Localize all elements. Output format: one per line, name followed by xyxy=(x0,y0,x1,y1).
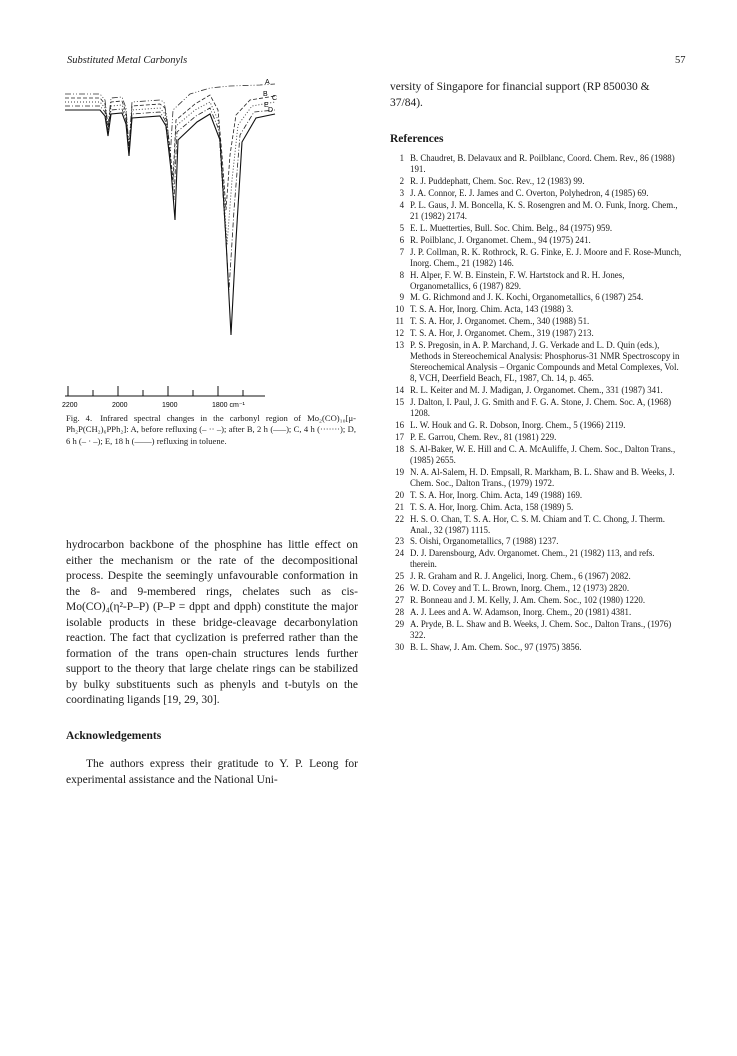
spectrum-curve-d xyxy=(65,106,275,290)
reference-item xyxy=(390,444,682,466)
reference-text: A. Pryde, B. L. Shaw and B. Weeks, J. Chem. Soc., Dalton Trans., (1976) 322. xyxy=(410,619,672,641)
ir-spectrum-figure xyxy=(60,70,352,410)
reference-item xyxy=(390,270,682,292)
reference-text: P. E. Garrou, Chem. Rev., 81 (1981) 229. xyxy=(410,431,557,442)
reference-number: 25 xyxy=(395,571,404,582)
references-list xyxy=(390,153,682,653)
reference-item xyxy=(390,223,682,234)
figure-caption-text: Infrared spectral changes in the carbonyl region of Mo₂(CO)₁₀[μ-Ph₂P(CH₂)₆PPh₂]: A, before refluxing (– ·· –); after B, 2 h (–––); C, 4 h (·······); D, 6 h (– · –); E, 18 h (——) refluxing in toluene. xyxy=(66,413,356,446)
reference-item xyxy=(390,328,682,339)
right-column xyxy=(390,80,682,654)
curve-label-c: C xyxy=(272,95,278,102)
curve-label-a: A xyxy=(265,79,270,86)
reference-item xyxy=(390,514,682,536)
reference-text: T. S. A. Hor, J. Organomet. Chem., 340 (1988) 51. xyxy=(410,316,590,327)
x-axis-ticks xyxy=(68,386,243,396)
reference-number: 22 xyxy=(395,513,404,524)
reference-number: 6 xyxy=(399,234,404,245)
reference-item xyxy=(390,316,682,327)
reference-number: 5 xyxy=(399,222,404,233)
reference-item xyxy=(390,188,682,199)
reference-number: 16 xyxy=(395,419,404,430)
reference-text: W. D. Covey and T. L. Brown, Inorg. Chem., 12 (1973) 2820. xyxy=(410,583,630,594)
reference-item xyxy=(390,619,682,641)
page-number: 57 xyxy=(675,55,686,66)
reference-item xyxy=(390,432,682,443)
acknowledgements-text: The authors express their gratitude to Y. P. Leong for experimental assistance and the National Uni- xyxy=(66,758,358,786)
reference-item xyxy=(390,153,682,175)
left-column xyxy=(66,538,358,788)
running-title: Substituted Metal Carbonyls xyxy=(67,55,188,66)
reference-item xyxy=(390,607,682,618)
reference-item xyxy=(390,583,682,594)
reference-text: P. S. Pregosin, in A. P. Marchand, J. G. Verkade and L. D. Quin (eds.), Methods in Stereochemical Analysis: Phosphorus-31 NMR Spectroscopy in Stereochemical Analysis – Organic Compounds and Metal Complexes, Vol. 8, VCH, Deerfield Beach, FL, 1987, Ch. 14, p. 465. xyxy=(410,340,680,384)
acknowledgements-heading: Acknowledgements xyxy=(66,729,162,742)
reference-text: P. L. Gaus, J. M. Boncella, K. S. Rosengren and M. O. Funk, Inorg. Chem., 21 (1982) 2174. xyxy=(410,199,678,221)
reference-text: H. Alper, F. W. B. Einstein, F. W. Hartstock and R. H. Jones, Organometallics, 6 (1987) 829. xyxy=(410,269,625,291)
reference-item xyxy=(390,536,682,547)
reference-number: 14 xyxy=(395,385,404,396)
reference-text: N. A. Al-Salem, H. D. Empsall, R. Markham, B. L. Shaw and B. Weeks, J. Chem. Soc., Dalton Trans., (1979) 1972. xyxy=(410,466,675,488)
reference-number: 24 xyxy=(395,548,404,559)
reference-number: 27 xyxy=(395,595,404,606)
reference-item xyxy=(390,176,682,187)
reference-item xyxy=(390,340,682,384)
figure-caption-label: Fig. 4. xyxy=(66,413,93,423)
reference-item xyxy=(390,420,682,431)
x-tick-1800: 1800 cm⁻¹ xyxy=(212,402,245,409)
reference-text: M. G. Richmond and J. K. Kochi, Organometallics, 6 (1987) 254. xyxy=(410,292,644,303)
reference-text: D. J. Darensbourg, Adv. Organomet. Chem., 21 (1982) 113, and refs. therein. xyxy=(410,548,655,570)
reference-number: 10 xyxy=(395,304,404,315)
reference-item xyxy=(390,397,682,419)
reference-number: 19 xyxy=(395,466,404,477)
reference-text: T. S. A. Hor, Inorg. Chim. Acta, 143 (1988) 3. xyxy=(410,304,574,315)
reference-text: R. L. Keiter and M. J. Madigan, J. Organomet. Chem., 331 (1987) 341. xyxy=(410,385,663,396)
reference-item xyxy=(390,548,682,570)
reference-number: 8 xyxy=(399,269,404,280)
reference-item xyxy=(390,200,682,222)
reference-number: 21 xyxy=(395,501,404,512)
reference-text: R. J. Puddephatt, Chem. Soc. Rev., 12 (1983) 99. xyxy=(410,175,585,186)
reference-text: T. S. A. Hor, J. Organomet. Chem., 319 (1987) 213. xyxy=(410,328,594,339)
reference-number: 13 xyxy=(395,340,404,351)
reference-text: E. L. Muetterties, Bull. Soc. Chim. Belg., 84 (1975) 959. xyxy=(410,222,613,233)
spectrum-curve-b xyxy=(65,95,278,210)
ir-spectrum-plot xyxy=(60,70,352,410)
reference-number: 11 xyxy=(395,316,404,327)
body-paragraph: hydrocarbon backbone of the phosphine has little effect on either the mechanism or the rate of the decompositional process. Despite the seemingly unfavourable conformation in the 8- and 9-membered rings, chelates such as cis-Mo(CO)₄(η²-P–P) (P–P = dppt and dpph) constitute the major isolable products in these bridge-cleavage decarbonylation reaction. The fact that cyclization is preferred rather than the formation of the trans open-chain structures lends further support to the theory that large chelate rings can be stabilized by bulky substituents such as phenyls and t-butyls on the coordinating ligands [19, 29, 30]. xyxy=(66,539,358,707)
reference-number: 17 xyxy=(395,431,404,442)
reference-number: 20 xyxy=(395,489,404,500)
reference-number: 9 xyxy=(399,292,404,303)
reference-text: R. Bonneau and J. M. Kelly, J. Am. Chem. Soc., 102 (1980) 1220. xyxy=(410,595,646,606)
x-tick-1900: 1900 xyxy=(162,402,178,409)
reference-text: T. S. A. Hor, Inorg. Chim. Acta, 149 (1988) 169. xyxy=(410,489,583,500)
reference-number: 4 xyxy=(399,199,404,210)
figure-caption xyxy=(66,413,356,447)
x-tick-2000: 2000 xyxy=(112,402,128,409)
x-tick-2200: 2200 xyxy=(62,402,78,409)
reference-item xyxy=(390,571,682,582)
reference-item xyxy=(390,235,682,246)
reference-number: 7 xyxy=(399,246,404,257)
reference-number: 28 xyxy=(395,607,404,618)
reference-text: B. L. Shaw, J. Am. Chem. Soc., 97 (1975) 3856. xyxy=(410,642,582,653)
reference-number: 3 xyxy=(399,187,404,198)
reference-number: 30 xyxy=(395,642,404,653)
reference-text: B. Chaudret, B. Delavaux and R. Poilblanc, Coord. Chem. Rev., 86 (1988) 191. xyxy=(410,153,675,174)
reference-number: 1 xyxy=(399,153,404,164)
reference-number: 15 xyxy=(395,397,404,408)
reference-item xyxy=(390,304,682,315)
reference-item xyxy=(390,502,682,513)
reference-item xyxy=(390,292,682,303)
acknowledgements-continuation: versity of Singapore for financial support (RP 850030 & 37/84). xyxy=(390,81,650,109)
reference-item xyxy=(390,247,682,269)
reference-item xyxy=(390,467,682,489)
curve-label-d: D xyxy=(268,107,274,114)
reference-text: T. S. A. Hor, Inorg. Chim. Acta, 158 (1989) 5. xyxy=(410,501,574,512)
spectrum-curve-c xyxy=(65,102,275,245)
reference-text: S. Oishi, Organometallics, 7 (1988) 1237. xyxy=(410,536,559,547)
reference-number: 23 xyxy=(395,536,404,547)
reference-text: A. J. Lees and A. W. Adamson, Inorg. Chem., 20 (1981) 4381. xyxy=(410,607,632,618)
curve-label-e: E xyxy=(264,102,269,109)
reference-item xyxy=(390,490,682,501)
reference-item xyxy=(390,595,682,606)
reference-number: 26 xyxy=(395,583,404,594)
spectrum-curve-e xyxy=(65,110,275,335)
reference-text: R. Poilblanc, J. Organomet. Chem., 94 (1975) 241. xyxy=(410,234,591,245)
reference-item xyxy=(390,642,682,653)
reference-number: 2 xyxy=(399,175,404,186)
references-heading: References xyxy=(390,133,444,146)
reference-text: J. A. Connor, E. J. James and C. Overton, Polyhedron, 4 (1985) 69. xyxy=(410,187,649,198)
reference-text: S. Al-Baker, W. E. Hill and C. A. McAuliffe, J. Chem. Soc., Dalton Trans., (1985) 2655. xyxy=(410,443,676,465)
reference-text: L. W. Houk and G. R. Dobson, Inorg. Chem., 5 (1966) 2119. xyxy=(410,419,626,430)
reference-text: J. P. Collman, R. K. Rothrock, R. G. Finke, E. J. Moore and F. Rose-Munch, Inorg. Chem., 21 (1982) 146. xyxy=(410,246,682,268)
reference-number: 18 xyxy=(395,443,404,454)
reference-text: J. Dalton, I. Paul, J. G. Smith and F. G. A. Stone, J. Chem. Soc. A, (1968) 1208. xyxy=(410,397,672,418)
reference-item xyxy=(390,385,682,396)
reference-text: J. R. Graham and R. J. Angelici, Inorg. Chem., 6 (1967) 2082. xyxy=(410,571,631,582)
curve-label-b: B xyxy=(263,91,268,98)
reference-text: H. S. O. Chan, T. S. A. Hor, C. S. M. Chiam and T. C. Chong, J. Therm. Anal., 32 (1987) 1115. xyxy=(410,513,665,535)
reference-number: 12 xyxy=(395,328,404,339)
reference-number: 29 xyxy=(395,619,404,630)
